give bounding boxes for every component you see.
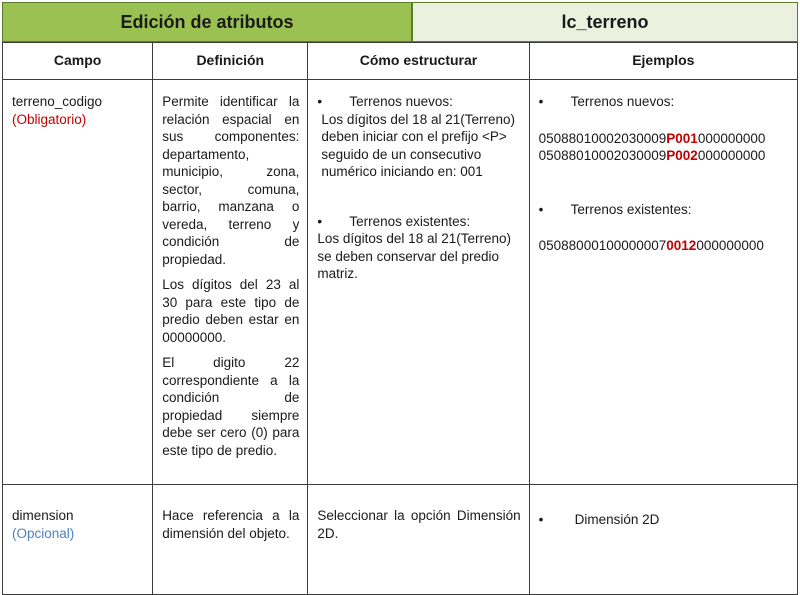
example-code: 05088010002030009P001000000000: [538, 130, 766, 146]
field-name: dimension: [12, 508, 74, 523]
campo-cell: [3, 80, 153, 485]
section-title-text: Edición de atributos: [120, 11, 294, 32]
list-item-title: Terrenos nuevos:: [349, 94, 453, 109]
bullet-icon: •: [317, 94, 323, 109]
bullet-icon: •: [317, 213, 323, 229]
ejemplos-cell: [529, 80, 797, 485]
definicion-cell: [153, 80, 308, 485]
bullet-icon: •: [538, 94, 544, 109]
table-row: [3, 80, 798, 485]
col-header-ejemplos: Ejemplos: [529, 43, 797, 80]
table-row: [3, 485, 798, 595]
optional-label: Opcional: [16, 525, 70, 541]
list-item-text: Los dígitos del 18 al 21(Terreno) deben iniciar con el prefijo <P> seguido de un consecutivo numérico iniciando en: 001: [321, 111, 515, 179]
definition-paragraph: Permite identificar la relación espacial en sus componentes: departamento, municipio, zona, sector, comuna, barrio, manzana o vereda, terreno y condición de propiedad.: [162, 94, 300, 267]
definition-paragraph: Hace referencia a la dimensión del objeto.: [162, 508, 300, 541]
example-code: 050880001000000070012000000000: [538, 238, 764, 253]
field-status: (Obligatorio): [12, 111, 87, 127]
como-cell: [308, 80, 529, 485]
list-item: [539, 201, 789, 219]
bullet-icon: •: [538, 201, 544, 217]
como-cell: [308, 485, 529, 595]
col-header-como: Cómo estructurar: [308, 43, 529, 80]
campo-cell: [3, 485, 153, 595]
field-name: terreno_codigo: [12, 94, 103, 109]
section-title: [2, 2, 412, 42]
example-value: Dimensión 2D: [574, 512, 660, 527]
required-label: Obligatorio: [16, 111, 82, 127]
example-codes: [539, 130, 789, 165]
table-header-row: [3, 43, 798, 80]
definition-paragraph: El digito 22 correspondiente a la condición de propiedad siempre debe ser cero (0) para este tipo de predio.: [162, 355, 300, 458]
list-item-text: Los dígitos del 18 al 21(Terreno) se deben conservar del predio matriz.: [317, 231, 511, 281]
list-item: [539, 93, 789, 111]
list-item: [539, 511, 789, 529]
list-item-title: Terrenos existentes:: [570, 201, 692, 217]
instruction-text: Seleccionar la opción Dimensión 2D.: [317, 508, 521, 541]
list-item-title: Terrenos nuevos:: [570, 94, 675, 109]
layer-name: [412, 2, 798, 42]
ejemplos-cell: [529, 485, 797, 595]
list-item: [317, 213, 520, 231]
attributes-table: [2, 42, 798, 595]
list-item-title: Terrenos existentes:: [349, 213, 471, 229]
list-item: [317, 93, 520, 111]
example-code: 05088010002030009P002000000000: [538, 148, 766, 163]
field-status: (Opcional): [12, 525, 75, 541]
bullet-icon: •: [538, 512, 544, 527]
definicion-cell: [153, 485, 308, 595]
layer-name-text: lc_terreno: [561, 11, 649, 32]
col-header-campo: Campo: [3, 43, 153, 80]
definition-paragraph: Los dígitos del 23 al 30 para este tipo de predio deben estar en 00000000.: [162, 277, 300, 345]
col-header-definicion: Definición: [153, 43, 308, 80]
